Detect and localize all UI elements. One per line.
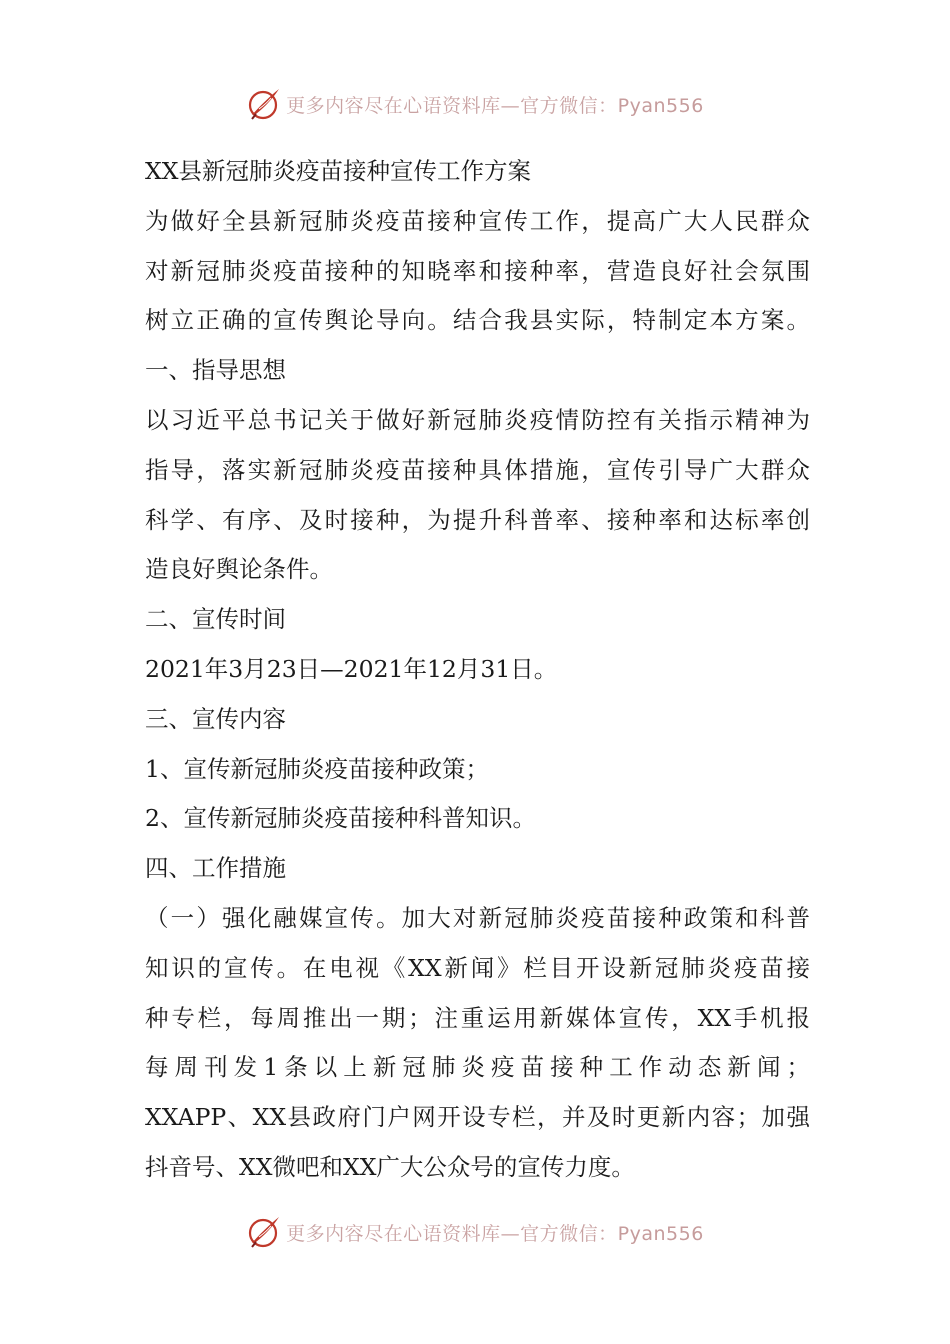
paragraph-line: 每周刊发1条以上新冠肺炎疫苗接种工作动态新闻；	[145, 1053, 810, 1082]
watermark-text: 更多内容尽在心语资料库—官方微信：Pyan556	[286, 94, 704, 117]
paragraph-line: 以习近平总书记关于做好新冠肺炎疫情防控有关指示精神为	[145, 405, 810, 434]
paragraph-line: 种专栏，每周推出一期；注重运用新媒体宣传，XX手机报	[145, 1003, 810, 1032]
section-heading: 二、宣传时间	[145, 605, 286, 634]
paragraph-line: 知识的宣传。在电视《XX新闻》栏目开设新冠肺炎疫苗接	[145, 953, 810, 982]
section-heading: 三、宣传内容	[145, 704, 286, 733]
paragraph-line: 树立正确的宣传舆论导向。结合我县实际，特制定本方案。	[145, 306, 810, 335]
list-item: 2、宣传新冠肺炎疫苗接种科普知识。	[145, 804, 536, 833]
quill-pen-logo-icon	[246, 1214, 282, 1250]
watermark-text: 更多内容尽在心语资料库—官方微信：Pyan556	[286, 1222, 704, 1245]
paragraph-line: 指导，落实新冠肺炎疫苗接种具体措施，宣传引导广大群众	[145, 455, 810, 484]
paragraph-line: 对新冠肺炎疫苗接种的知晓率和接种率，营造良好社会氛围	[145, 256, 810, 285]
quill-pen-logo-icon	[246, 86, 282, 122]
watermark-banner-bottom	[0, 1212, 950, 1252]
paragraph-line: XXAPP、XX县政府门户网开设专栏，并及时更新内容；加强	[145, 1103, 810, 1132]
paragraph-line: 2021年3月23日—2021年12月31日。	[145, 654, 558, 683]
list-item: 1、宣传新冠肺炎疫苗接种政策；	[145, 754, 489, 783]
paragraph-line: （一）强化融媒宣传。加大对新冠肺炎疫苗接种政策和科普	[145, 903, 810, 932]
document-body	[145, 147, 810, 1193]
paragraph-line: 科学、有序、及时接种，为提升科普率、接种率和达标率创	[145, 505, 810, 534]
section-heading: 四、工作措施	[145, 854, 286, 883]
section-heading: 一、指导思想	[145, 356, 286, 385]
paragraph-line: 造良好舆论条件。	[145, 555, 333, 584]
watermark-banner-top	[0, 84, 950, 124]
document-title: XX县新冠肺炎疫苗接种宣传工作方案	[145, 157, 531, 185]
paragraph-line: 抖音号、XX微吧和XX广大公众号的宣传力度。	[145, 1152, 635, 1181]
paragraph-line: 为做好全县新冠肺炎疫苗接种宣传工作，提高广大人民群众	[145, 206, 810, 235]
